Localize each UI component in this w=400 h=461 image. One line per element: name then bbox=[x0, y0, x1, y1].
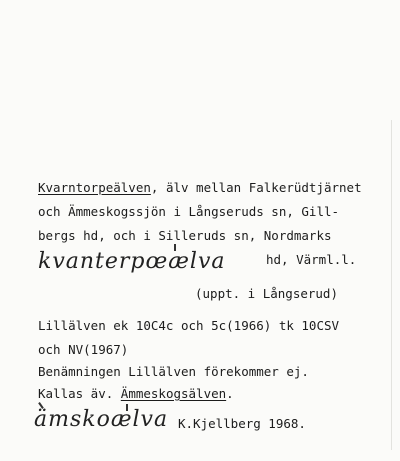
entry-line-6: Lillälven ek 10C4c och 5c(1966) tk 10CSV bbox=[38, 318, 340, 333]
entry-line-3: bergs hd, och i Silleruds sn, Nordmarks bbox=[38, 228, 332, 243]
entry-line-10: K.Kjellberg 1968. bbox=[178, 416, 306, 431]
alternate-name: Ämmeskogsälven bbox=[120, 386, 227, 401]
entry-line-1-rest: , älv mellan Falkerüdtjärnet bbox=[150, 180, 362, 195]
handwritten-pronunciation-2: ämskoælva bbox=[34, 407, 169, 432]
entry-line-9-suffix: . bbox=[226, 386, 234, 401]
entry-line-2: och Ämmeskogssjön i Långseruds sn, Gill- bbox=[38, 204, 340, 219]
entry-line-9 bbox=[38, 386, 234, 401]
entry-line-4: hd, Värml.l. bbox=[266, 252, 357, 267]
entry-line-1 bbox=[38, 180, 362, 195]
headword: Kvarntorpeälven bbox=[38, 180, 151, 195]
entry-line-9-prefix: Kallas äv. bbox=[38, 386, 121, 401]
entry-line-8: Benämningen Lillälven förekommer ej. bbox=[38, 364, 309, 379]
entry-line-5: (uppt. i Långserud) bbox=[195, 286, 338, 301]
handwritten-pronunciation-1: kvanterpœælva bbox=[38, 249, 226, 274]
entry-line-7: och NV(1967) bbox=[38, 342, 129, 357]
card-edge-line bbox=[391, 120, 392, 450]
